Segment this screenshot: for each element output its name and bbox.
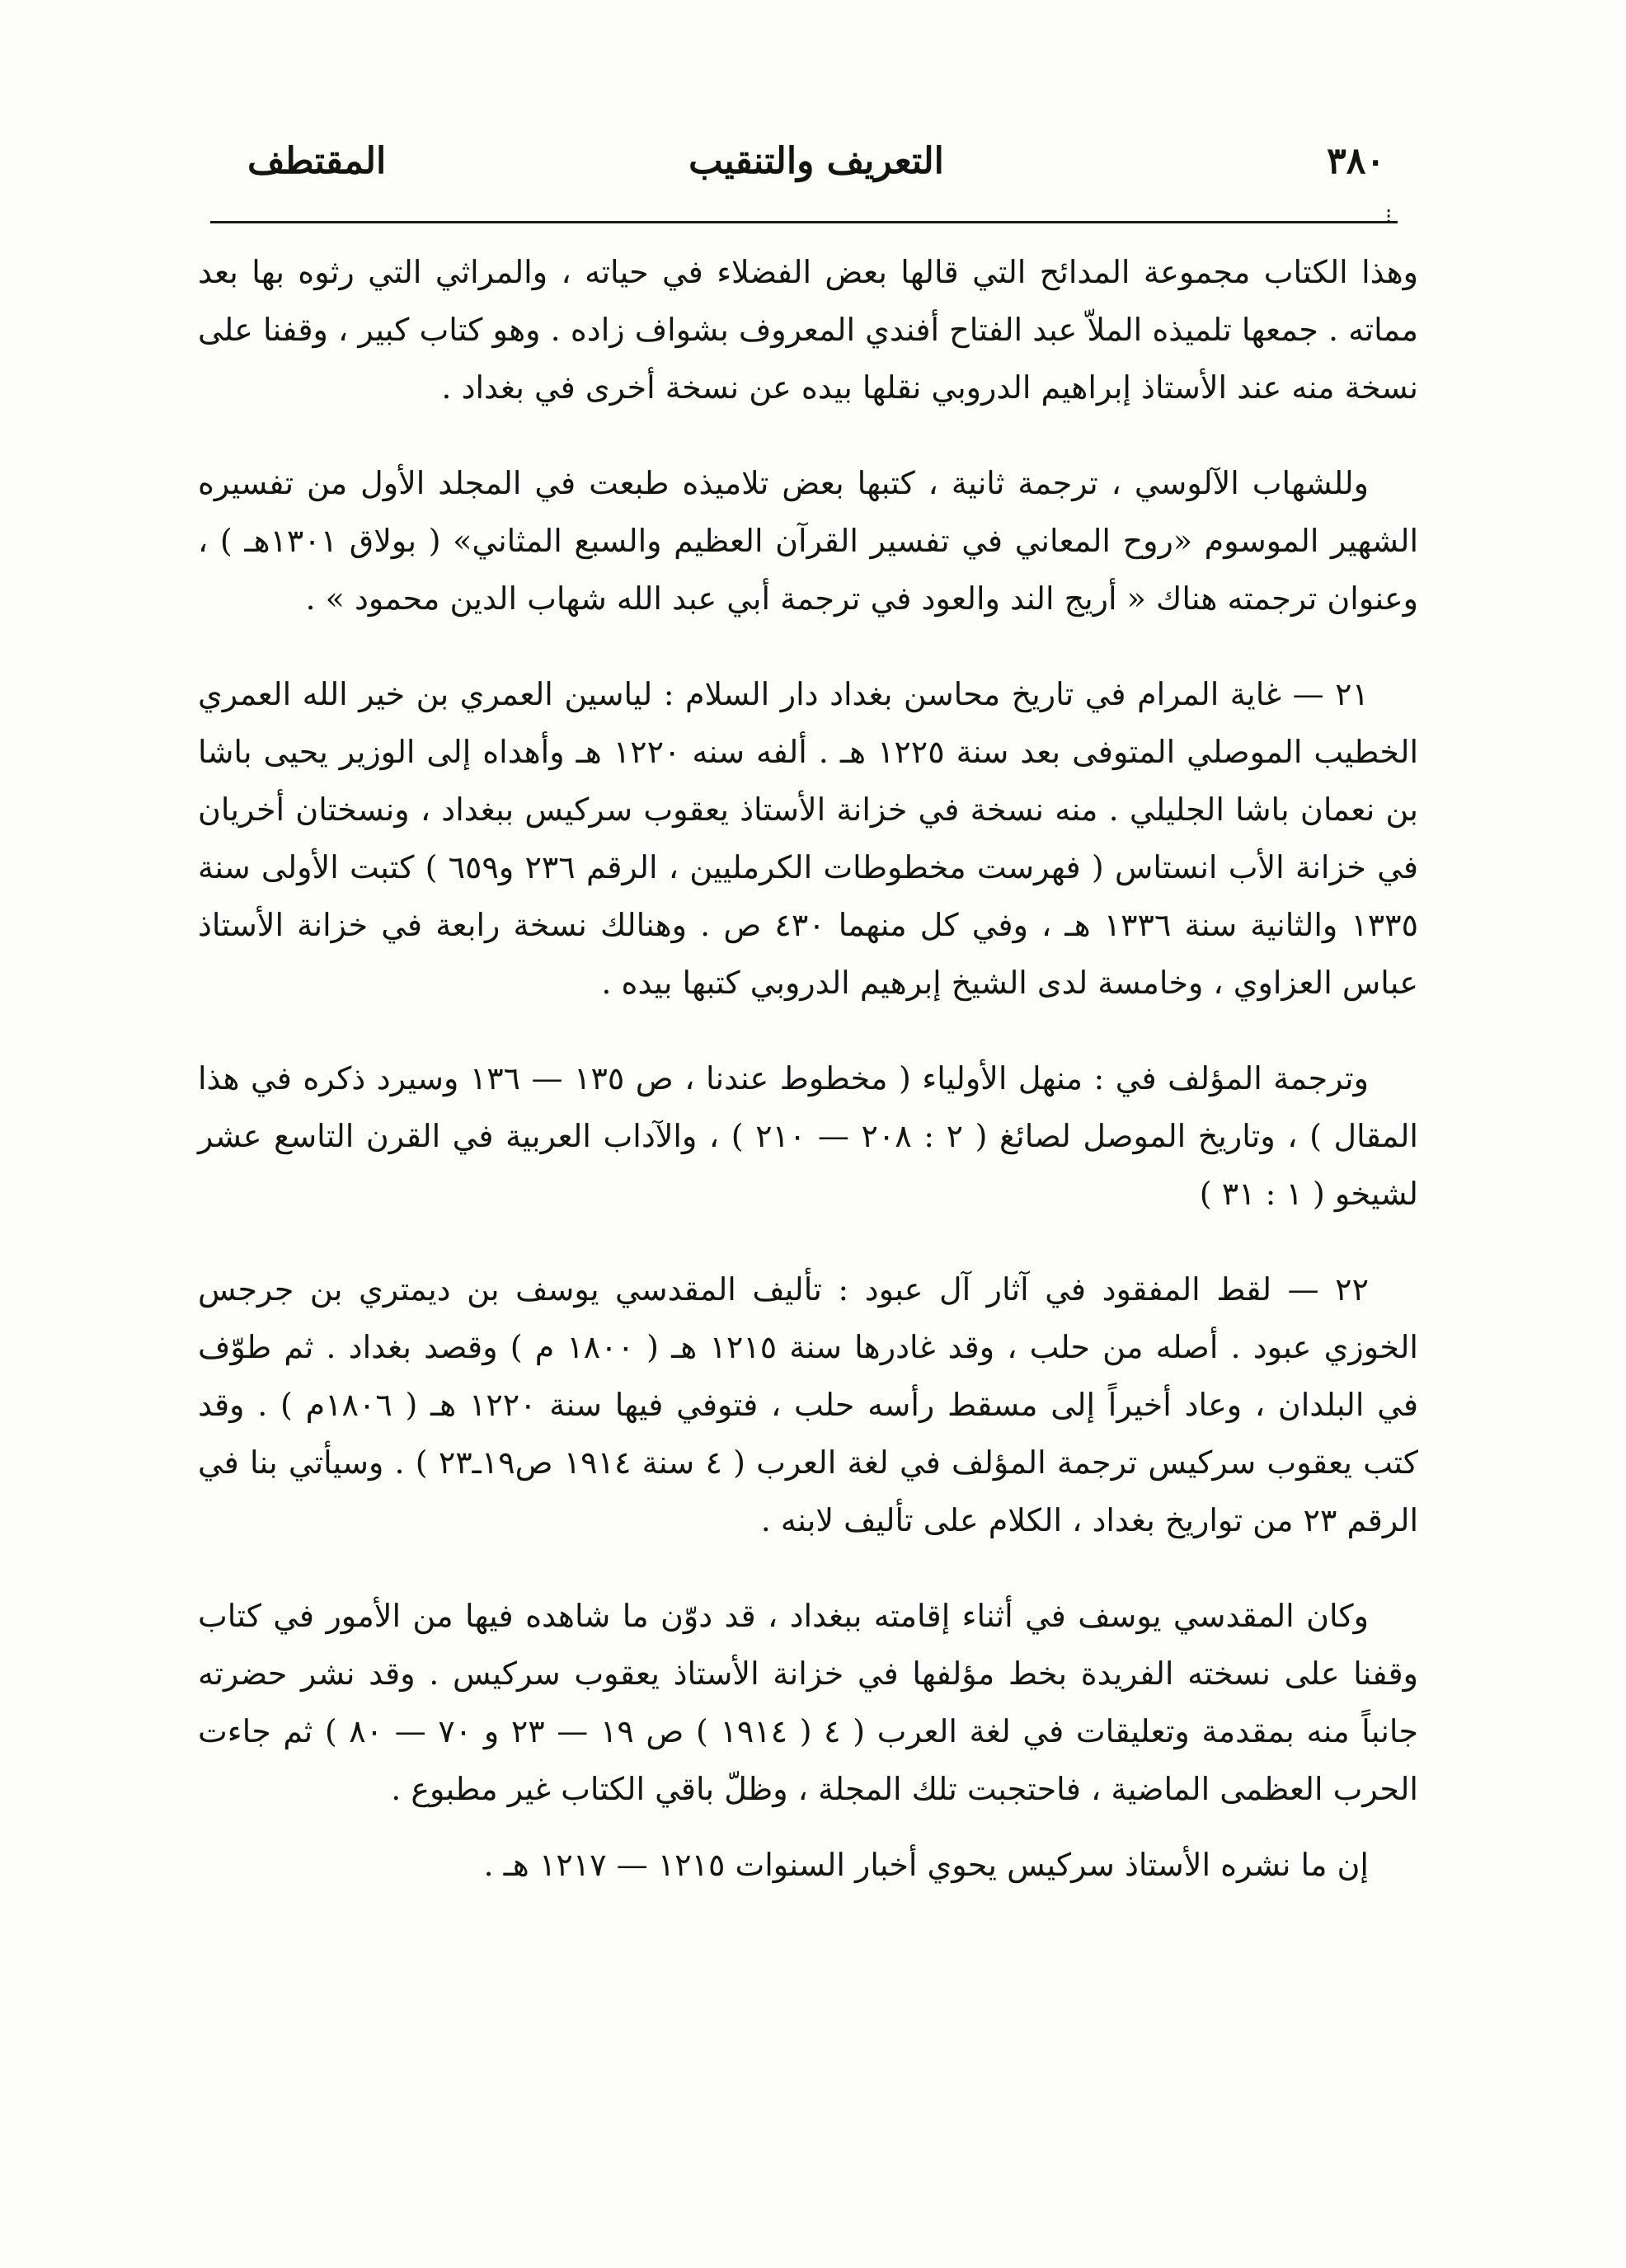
paragraph-published-years: إن ما نشره الأستاذ سركيس يحوي أخبار السنوات ١٢١٥ — ١٢١٧ هـ . <box>483 1847 1369 1883</box>
page-number: ٣٨٠ <box>1327 140 1385 182</box>
paragraph-entry-21: ٢١ — غاية المرام في تاريخ محاسن بغداد دار السلام : لياسين العمري بن خير الله العمري الخطيب الموصلي المتوفى بعد سنة ١٢٢٥ هـ . ألفه سنه ١٢٢٠ هـ وأهداه إلى الوزير يحيى باشا بن نعمان باشا الجليلي . منه نسخة في خزانة الأستاذ يعقوب سركيس ببغداد ، ونسختان أخريان في خزانة الأب انستاس ( فهرست مخطوطات الكرمليين ، الرقم ٢٣٦ و٦٥٩ ) كتبت الأولى سنة ١٣٣٥ والثانية سنة ١٣٣٦ هـ ، وفي كل منهما ٤٣٠ ص . وهنالك نسخة رابعة في خزانة الأستاذ عباس العزاوي ، وخامسة لدى الشيخ إبرهيم الدروبي كتبها بيده . <box>198 676 1419 1001</box>
paragraph-shihab-alusi: وللشهاب الآلوسي ، ترجمة ثانية ، كتبها بعض تلاميذه طبعت في المجلد الأول من تفسيره الشهير الموسوم «روح المعاني في تفسير القرآن العظيم والسبع المثاني» ( بولاق ١٣٠١هـ ) ، وعنوان ترجمته هناك « أريج الند والعود في ترجمة أبي عبد الله شهاب الدين محمود » . <box>198 465 1419 617</box>
paragraph-author-biography: وترجمة المؤلف في : منهل الأولياء ( مخطوط عندنا ، ص ١٣٥ — ١٣٦ وسيرد ذكره في هذا المقال ) ، وتاريخ الموصل لصائغ ( ٢ : ٢٠٨ — ٢١٠ ) ، والآداب العربية في القرن التاسع عشر لشيخو ( ١ : ٣١ ) <box>198 1060 1418 1212</box>
section-title: التعريف والتنقيب <box>688 140 944 182</box>
paragraph-eulogies: وهذا الكتاب مجموعة المدائح التي قالها بعض الفضلاء في حياته ، والمراثي التي رثوه بها بعد مماته . جمعها تلميذه الملاّ عبد الفتاح أفندي المعروف بشواف زاده . وهو كتاب كبير ، وقفنا على نسخة منه عند الأستاذ إبراهيم الدروبي نقلها بيده عن نسخة أخرى في بغداد . <box>198 254 1418 406</box>
journal-name: المقتطف <box>247 140 387 182</box>
page-header <box>247 140 1385 206</box>
header-divider <box>210 221 1398 223</box>
article-body <box>198 243 1418 1932</box>
paragraph-maqdisi-book: وكان المقدسي يوسف في أثناء إقامته ببغداد ، قد دوّن ما شاهده فيها من الأمور في كتاب وقفنا على نسخته الفريدة بخط مؤلفها في خزانة الأستاذ يعقوب سركيس . وقد نشر حضرته جانباً منه بمقدمة وتعليقات في لغة العرب ( ٤ ( ١٩١٤ ) ص ١٩ — ٢٣ و ٧٠ — ٨٠ ) ثم جاءت الحرب العظمى الماضية ، فاحتجبت تلك المجلة ، وظلّ باقي الكتاب غير مطبوع . <box>198 1598 1418 1807</box>
paragraph-entry-22: ٢٢ — لقط المفقود في آثار آل عبود : تأليف المقدسي يوسف بن ديمتري بن جرجس الخوزي عبود . أصله من حلب ، وقد غادرها سنة ١٢١٥ هـ ( ١٨٠٠ م ) وقصد بغداد . ثم طوّف في البلدان ، وعاد أخيراً إلى مسقط رأسه حلب ، فتوفي فيها سنة ١٢٢٠ هـ ( ١٨٠٦م ) . وقد كتب يعقوب سركيس ترجمة المؤلف في لغة العرب ( ٤ سنة ١٩١٤ ص١٩ـ٢٣ ) . وسيأتي بنا في الرقم ٢٣ من تواريخ بغداد ، الكلام على تأليف لابنه . <box>198 1271 1418 1538</box>
divider-ornament-icon: ⁝ <box>1385 204 1393 229</box>
